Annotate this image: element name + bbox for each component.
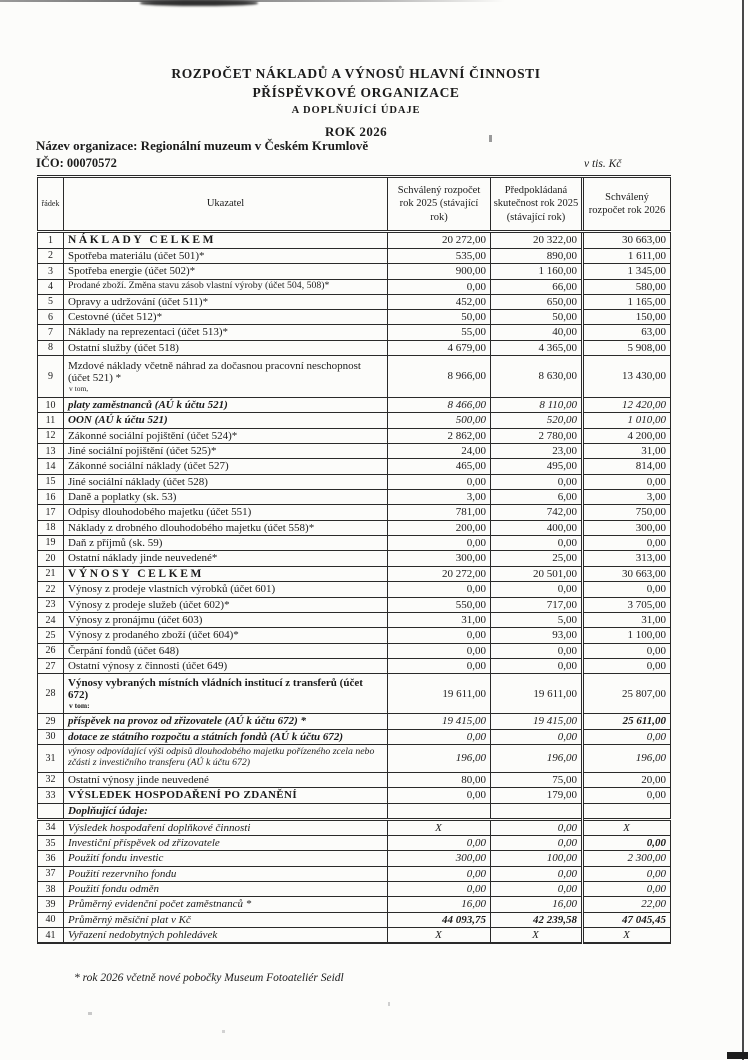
indicator-label: VÝNOSY CELKEM — [64, 566, 388, 582]
document-title-line-2: PŘÍSPĚVKOVÉ ORGANIZACE — [252, 85, 460, 100]
value-2025-approved: 500,00 — [388, 413, 491, 428]
value-2026-approved: 31,00 — [583, 444, 671, 459]
table-row — [38, 294, 671, 309]
value-2025-approved: 24,00 — [388, 444, 491, 459]
scan-artifact-corner-blob — [727, 1052, 748, 1059]
value-2025-expected: 2 780,00 — [491, 428, 583, 443]
value-2026-approved: 580,00 — [583, 279, 671, 294]
table-row — [38, 489, 671, 504]
value-2025-approved: 2 862,00 — [388, 428, 491, 443]
row-number: 5 — [38, 294, 64, 309]
row-number: 31 — [38, 744, 64, 772]
value-2025-expected: 8 630,00 — [491, 356, 583, 398]
column-header-indicator: Ukazatel — [64, 177, 388, 232]
value-2025-expected: 400,00 — [491, 520, 583, 535]
indicator-label: Výsledek hospodaření doplňkové činnosti — [64, 819, 388, 835]
column-header-row-number: řádek — [38, 177, 64, 232]
value-2025-expected: 0,00 — [491, 658, 583, 673]
value-2025-approved: 0,00 — [388, 836, 491, 851]
table-row — [38, 310, 671, 325]
value-2026-approved: 0,00 — [583, 836, 671, 851]
scan-speck — [88, 1012, 92, 1015]
value-2025-expected: 20 501,00 — [491, 566, 583, 582]
row-number: 12 — [38, 428, 64, 443]
table-row — [38, 279, 671, 294]
value-2025-approved: 196,00 — [388, 744, 491, 772]
value-2026-approved: 63,00 — [583, 325, 671, 340]
sub-note: v tom, — [69, 384, 89, 394]
value-2025-approved: 0,00 — [388, 474, 491, 489]
value-2025-approved: 0,00 — [388, 866, 491, 881]
value-2026-approved: 31,00 — [583, 613, 671, 628]
indicator-label: Ostatní náklady jinde neuvedené* — [64, 551, 388, 566]
value-2026-approved: X — [583, 819, 671, 835]
row-number: 35 — [38, 836, 64, 851]
document-title-block — [20, 66, 692, 140]
indicator-label: Čerpání fondů (účet 648) — [64, 643, 388, 658]
value-2025-approved: 0,00 — [388, 658, 491, 673]
indicator-label: Prodané zboží. Změna stavu zásob vlastní výroby (účet 504, 508)* — [64, 279, 388, 294]
value-2026-approved: 0,00 — [583, 582, 671, 597]
row-number: 14 — [38, 459, 64, 474]
indicator-label: Cestovné (účet 512)* — [64, 310, 388, 325]
table-row — [38, 340, 671, 355]
document-title-line-1: ROZPOČET NÁKLADŮ A VÝNOSŮ HLAVNÍ ČINNOSTI — [171, 66, 541, 81]
indicator-label: Jiné sociální pojištění (účet 525)* — [64, 444, 388, 459]
value-2025-expected: 6,00 — [491, 489, 583, 504]
table-row — [38, 819, 671, 835]
row-number: 3 — [38, 264, 64, 279]
table-row — [38, 566, 671, 582]
row-number: 37 — [38, 866, 64, 881]
row-number: 36 — [38, 851, 64, 866]
indicator-label: Investiční příspěvek od zřizovatele — [64, 836, 388, 851]
row-number — [38, 803, 64, 819]
indicator-label: Výnosy z prodeje vlastních výrobků (účet 601) — [64, 582, 388, 597]
value-2025-approved: 300,00 — [388, 851, 491, 866]
indicator-label: Opravy a udržování (účet 511)* — [64, 294, 388, 309]
budget-table — [37, 175, 671, 944]
organization-name-line: Název organizace: Regionální muzeum v Českém Krumlově — [36, 138, 369, 153]
value-2026-approved: 196,00 — [583, 744, 671, 772]
document-title-line-3: A DOPLŇUJÍCÍ ÚDAJE — [291, 105, 421, 116]
table-row — [38, 628, 671, 643]
budget-table-body — [38, 232, 671, 944]
table-row — [38, 474, 671, 489]
row-number: 26 — [38, 643, 64, 658]
indicator-label: Doplňující údaje: — [64, 803, 388, 819]
table-row — [38, 325, 671, 340]
indicator-label: Spotřeba materiálu (účet 501)* — [64, 248, 388, 263]
table-row — [38, 535, 671, 550]
value-2025-approved: 19 611,00 — [388, 674, 491, 714]
value-2026-approved: 0,00 — [583, 658, 671, 673]
value-2025-approved: 20 272,00 — [388, 566, 491, 582]
row-number: 28 — [38, 674, 64, 714]
row-number: 29 — [38, 714, 64, 729]
value-2026-approved: 20,00 — [583, 772, 671, 787]
indicator-label: Zákonné sociální pojištění (účet 524)* — [64, 428, 388, 443]
row-number: 15 — [38, 474, 64, 489]
indicator-label: OON (AÚ k účtu 521) — [64, 413, 388, 428]
row-number: 13 — [38, 444, 64, 459]
value-2025-expected: 520,00 — [491, 413, 583, 428]
row-number: 19 — [38, 535, 64, 550]
row-number: 16 — [38, 489, 64, 504]
indicator-label: příspěvek na provoz od zřizovatele (AÚ k účtu 672) * — [64, 714, 388, 729]
value-2025-expected: 100,00 — [491, 851, 583, 866]
value-2026-approved: X — [583, 928, 671, 944]
indicator-label: Ostatní služby (účet 518) — [64, 340, 388, 355]
value-2026-approved: 1 010,00 — [583, 413, 671, 428]
table-row — [38, 851, 671, 866]
value-2025-approved — [388, 803, 491, 819]
value-2025-approved: 0,00 — [388, 882, 491, 897]
table-row — [38, 428, 671, 443]
value-2025-approved: 4 679,00 — [388, 340, 491, 355]
table-row — [38, 582, 671, 597]
value-2025-expected: 75,00 — [491, 772, 583, 787]
row-number: 17 — [38, 505, 64, 520]
value-2025-expected: 4 365,00 — [491, 340, 583, 355]
value-2025-expected: 179,00 — [491, 788, 583, 803]
value-2025-approved: 16,00 — [388, 897, 491, 912]
footnote: * rok 2026 včetně nové pobočky Museum Fotoateliér Seidl — [74, 972, 344, 984]
value-2025-approved: 55,00 — [388, 325, 491, 340]
value-2026-approved: 750,00 — [583, 505, 671, 520]
value-2026-approved: 0,00 — [583, 882, 671, 897]
table-row — [38, 520, 671, 535]
table-row — [38, 444, 671, 459]
document-year-title: ROK 2026 — [324, 124, 388, 139]
row-number: 1 — [38, 232, 64, 249]
indicator-label: Výnosy z prodaného zboží (účet 604)* — [64, 628, 388, 643]
value-2026-approved: 1 165,00 — [583, 294, 671, 309]
indicator-label: výnosy odpovídající výši odpisů dlouhodobého majetku pořízeného zcela nebo zčásti z investičního transferu (AÚ k účtu 672) — [64, 744, 388, 772]
column-header-approved-budget-2026: Schválený rozpočet rok 2026 — [583, 177, 671, 232]
value-2026-approved: 47 045,45 — [583, 912, 671, 927]
indicator-label: NÁKLADY CELKEM — [64, 232, 388, 249]
table-row — [38, 248, 671, 263]
table-row — [38, 264, 671, 279]
row-number: 30 — [38, 729, 64, 744]
value-2026-approved: 300,00 — [583, 520, 671, 535]
indicator-label: dotace ze státního rozpočtu a státních fondů (AÚ k účtu 672) — [64, 729, 388, 744]
indicator-label: Ostatní výnosy z činnosti (účet 649) — [64, 658, 388, 673]
row-number: 25 — [38, 628, 64, 643]
value-2025-approved: 0,00 — [388, 788, 491, 803]
row-number: 22 — [38, 582, 64, 597]
value-2026-approved: 30 663,00 — [583, 566, 671, 582]
indicator-label: Použití rezervního fondu — [64, 866, 388, 881]
value-2025-approved: 535,00 — [388, 248, 491, 263]
value-2026-approved: 0,00 — [583, 788, 671, 803]
value-2025-expected: 42 239,58 — [491, 912, 583, 927]
value-2025-expected: 0,00 — [491, 866, 583, 881]
table-row — [38, 912, 671, 927]
budget-table-header — [38, 177, 671, 232]
value-2025-expected: 650,00 — [491, 294, 583, 309]
indicator-label: Mzdové náklady včetně náhrad za dočasnou pracovní neschopnost (účet 521) * v tom, — [64, 356, 388, 398]
row-number: 34 — [38, 819, 64, 835]
column-header-approved-budget-2025: Schválený rozpočet rok 2025 (stávající rok) — [388, 177, 491, 232]
table-row — [38, 729, 671, 744]
value-2026-approved: 0,00 — [583, 535, 671, 550]
units-note: v tis. Kč — [584, 158, 622, 170]
value-2026-approved: 4 200,00 — [583, 428, 671, 443]
table-row — [38, 866, 671, 881]
indicator-label: Daně a poplatky (sk. 53) — [64, 489, 388, 504]
row-number: 27 — [38, 658, 64, 673]
organization-ico-line: IČO: 00070572 — [36, 156, 117, 170]
value-2025-approved: X — [388, 928, 491, 944]
row-number: 11 — [38, 413, 64, 428]
value-2025-expected: 8 110,00 — [491, 398, 583, 413]
scan-speck — [388, 1002, 390, 1006]
value-2025-expected: 25,00 — [491, 551, 583, 566]
row-number: 18 — [38, 520, 64, 535]
indicator-label: Spotřeba energie (účet 502)* — [64, 264, 388, 279]
indicator-label: Použití fondu odměn — [64, 882, 388, 897]
value-2026-approved: 30 663,00 — [583, 232, 671, 249]
value-2025-expected: 66,00 — [491, 279, 583, 294]
value-2026-approved: 3,00 — [583, 489, 671, 504]
table-row — [38, 928, 671, 944]
row-number: 39 — [38, 897, 64, 912]
indicator-label: Vyřazení nedobytných pohledávek — [64, 928, 388, 944]
table-row — [38, 551, 671, 566]
value-2025-approved: 8 466,00 — [388, 398, 491, 413]
indicator-label: Průměrný měsíční plat v Kč — [64, 912, 388, 927]
table-row — [38, 658, 671, 673]
value-2026-approved: 25 611,00 — [583, 714, 671, 729]
row-number: 32 — [38, 772, 64, 787]
value-2026-approved: 22,00 — [583, 897, 671, 912]
table-row — [38, 356, 671, 398]
value-2025-expected — [491, 803, 583, 819]
value-2025-approved: 0,00 — [388, 279, 491, 294]
value-2025-expected: 40,00 — [491, 325, 583, 340]
value-2025-approved: 0,00 — [388, 582, 491, 597]
value-2026-approved: 0,00 — [583, 643, 671, 658]
table-row — [38, 772, 671, 787]
value-2025-approved: 19 415,00 — [388, 714, 491, 729]
value-2025-expected: 742,00 — [491, 505, 583, 520]
value-2025-expected: 19 415,00 — [491, 714, 583, 729]
table-row — [38, 674, 671, 714]
row-number: 8 — [38, 340, 64, 355]
table-row — [38, 505, 671, 520]
value-2025-expected: 50,00 — [491, 310, 583, 325]
value-2025-expected: 5,00 — [491, 613, 583, 628]
table-row — [38, 597, 671, 612]
scan-artifact-top-smudge — [140, 0, 258, 6]
indicator-label: Náklady z drobného dlouhodobého majetku (účet 558)* — [64, 520, 388, 535]
table-row — [38, 643, 671, 658]
scan-artifact-right-edge — [742, 0, 744, 1060]
value-2025-expected: 717,00 — [491, 597, 583, 612]
table-row — [38, 613, 671, 628]
table-row — [38, 788, 671, 803]
row-number: 10 — [38, 398, 64, 413]
indicator-label: VÝSLEDEK HOSPODAŘENÍ PO ZDANĚNÍ — [64, 788, 388, 803]
value-2025-approved: 781,00 — [388, 505, 491, 520]
indicator-label: Použití fondu investic — [64, 851, 388, 866]
value-2025-expected: 890,00 — [491, 248, 583, 263]
indicator-label: Zákonné sociální náklady (účet 527) — [64, 459, 388, 474]
value-2025-approved: 20 272,00 — [388, 232, 491, 249]
table-row — [38, 897, 671, 912]
indicator-label: Výnosy z pronájmu (účet 603) — [64, 613, 388, 628]
value-2025-expected: 23,00 — [491, 444, 583, 459]
row-number: 2 — [38, 248, 64, 263]
row-number: 21 — [38, 566, 64, 582]
value-2026-approved: 0,00 — [583, 866, 671, 881]
table-row — [38, 413, 671, 428]
value-2025-expected: X — [491, 928, 583, 944]
value-2026-approved: 313,00 — [583, 551, 671, 566]
value-2026-approved: 2 300,00 — [583, 851, 671, 866]
value-2025-approved: 0,00 — [388, 643, 491, 658]
column-header-expected-actual-2025: Předpokládaná skutečnost rok 2025 (stávající rok) — [491, 177, 583, 232]
value-2026-approved: 5 908,00 — [583, 340, 671, 355]
row-number: 7 — [38, 325, 64, 340]
value-2026-approved: 13 430,00 — [583, 356, 671, 398]
value-2025-approved: 900,00 — [388, 264, 491, 279]
indicator-label: Výnosy z prodeje služeb (účet 602)* — [64, 597, 388, 612]
row-number: 24 — [38, 613, 64, 628]
value-2025-expected: 16,00 — [491, 897, 583, 912]
value-2025-expected: 19 611,00 — [491, 674, 583, 714]
sub-note: v tom: — [69, 701, 90, 711]
row-number: 4 — [38, 279, 64, 294]
indicator-label: Výnosy vybraných místních vládních institucí z transferů (účet 672) v tom: — [64, 674, 388, 714]
value-2025-expected: 1 160,00 — [491, 264, 583, 279]
row-number: 38 — [38, 882, 64, 897]
row-number: 40 — [38, 912, 64, 927]
value-2025-approved: 465,00 — [388, 459, 491, 474]
row-number: 23 — [38, 597, 64, 612]
table-row — [38, 714, 671, 729]
indicator-label: Odpisy dlouhodobého majetku (účet 551) — [64, 505, 388, 520]
value-2025-expected: 0,00 — [491, 535, 583, 550]
value-2025-approved: 200,00 — [388, 520, 491, 535]
table-row — [38, 836, 671, 851]
value-2025-approved: 44 093,75 — [388, 912, 491, 927]
value-2025-expected: 495,00 — [491, 459, 583, 474]
value-2026-approved: 814,00 — [583, 459, 671, 474]
indicator-label: platy zaměstnanců (AÚ k účtu 521) — [64, 398, 388, 413]
value-2026-approved: 150,00 — [583, 310, 671, 325]
value-2026-approved: 1 611,00 — [583, 248, 671, 263]
value-2025-expected: 0,00 — [491, 836, 583, 851]
value-2026-approved: 25 807,00 — [583, 674, 671, 714]
value-2026-approved: 0,00 — [583, 729, 671, 744]
table-row — [38, 744, 671, 772]
value-2025-expected: 0,00 — [491, 474, 583, 489]
value-2025-expected: 0,00 — [491, 643, 583, 658]
value-2025-expected: 0,00 — [491, 819, 583, 835]
value-2025-expected: 0,00 — [491, 582, 583, 597]
indicator-label: Průměrný evidenční počet zaměstnanců * — [64, 897, 388, 912]
value-2025-approved: 0,00 — [388, 535, 491, 550]
indicator-label: Daň z příjmů (sk. 59) — [64, 535, 388, 550]
row-number: 20 — [38, 551, 64, 566]
value-2025-expected: 0,00 — [491, 882, 583, 897]
value-2025-approved: 452,00 — [388, 294, 491, 309]
value-2025-approved: 0,00 — [388, 729, 491, 744]
indicator-label: Náklady na reprezentaci (účet 513)* — [64, 325, 388, 340]
value-2025-expected: 93,00 — [491, 628, 583, 643]
indicator-label: Jiné sociální náklady (účet 528) — [64, 474, 388, 489]
value-2025-approved: 31,00 — [388, 613, 491, 628]
value-2025-expected: 20 322,00 — [491, 232, 583, 249]
table-row — [38, 459, 671, 474]
value-2025-approved: 80,00 — [388, 772, 491, 787]
value-2026-approved: 12 420,00 — [583, 398, 671, 413]
value-2025-approved: 8 966,00 — [388, 356, 491, 398]
value-2025-approved: 50,00 — [388, 310, 491, 325]
scan-speck — [222, 1030, 225, 1033]
value-2026-approved: 0,00 — [583, 474, 671, 489]
indicator-label: Ostatní výnosy jinde neuvedené — [64, 772, 388, 787]
value-2026-approved: 3 705,00 — [583, 597, 671, 612]
value-2025-approved: 3,00 — [388, 489, 491, 504]
value-2026-approved — [583, 803, 671, 819]
value-2026-approved: 1 100,00 — [583, 628, 671, 643]
row-number: 33 — [38, 788, 64, 803]
row-number: 41 — [38, 928, 64, 944]
value-2025-approved: X — [388, 819, 491, 835]
row-number: 9 — [38, 356, 64, 398]
table-row — [38, 398, 671, 413]
value-2026-approved: 1 345,00 — [583, 264, 671, 279]
value-2025-approved: 0,00 — [388, 628, 491, 643]
value-2025-approved: 300,00 — [388, 551, 491, 566]
table-row — [38, 803, 671, 819]
table-row — [38, 232, 671, 249]
value-2025-expected: 196,00 — [491, 744, 583, 772]
table-row — [38, 882, 671, 897]
value-2025-expected: 0,00 — [491, 729, 583, 744]
value-2025-approved: 550,00 — [388, 597, 491, 612]
row-number: 6 — [38, 310, 64, 325]
